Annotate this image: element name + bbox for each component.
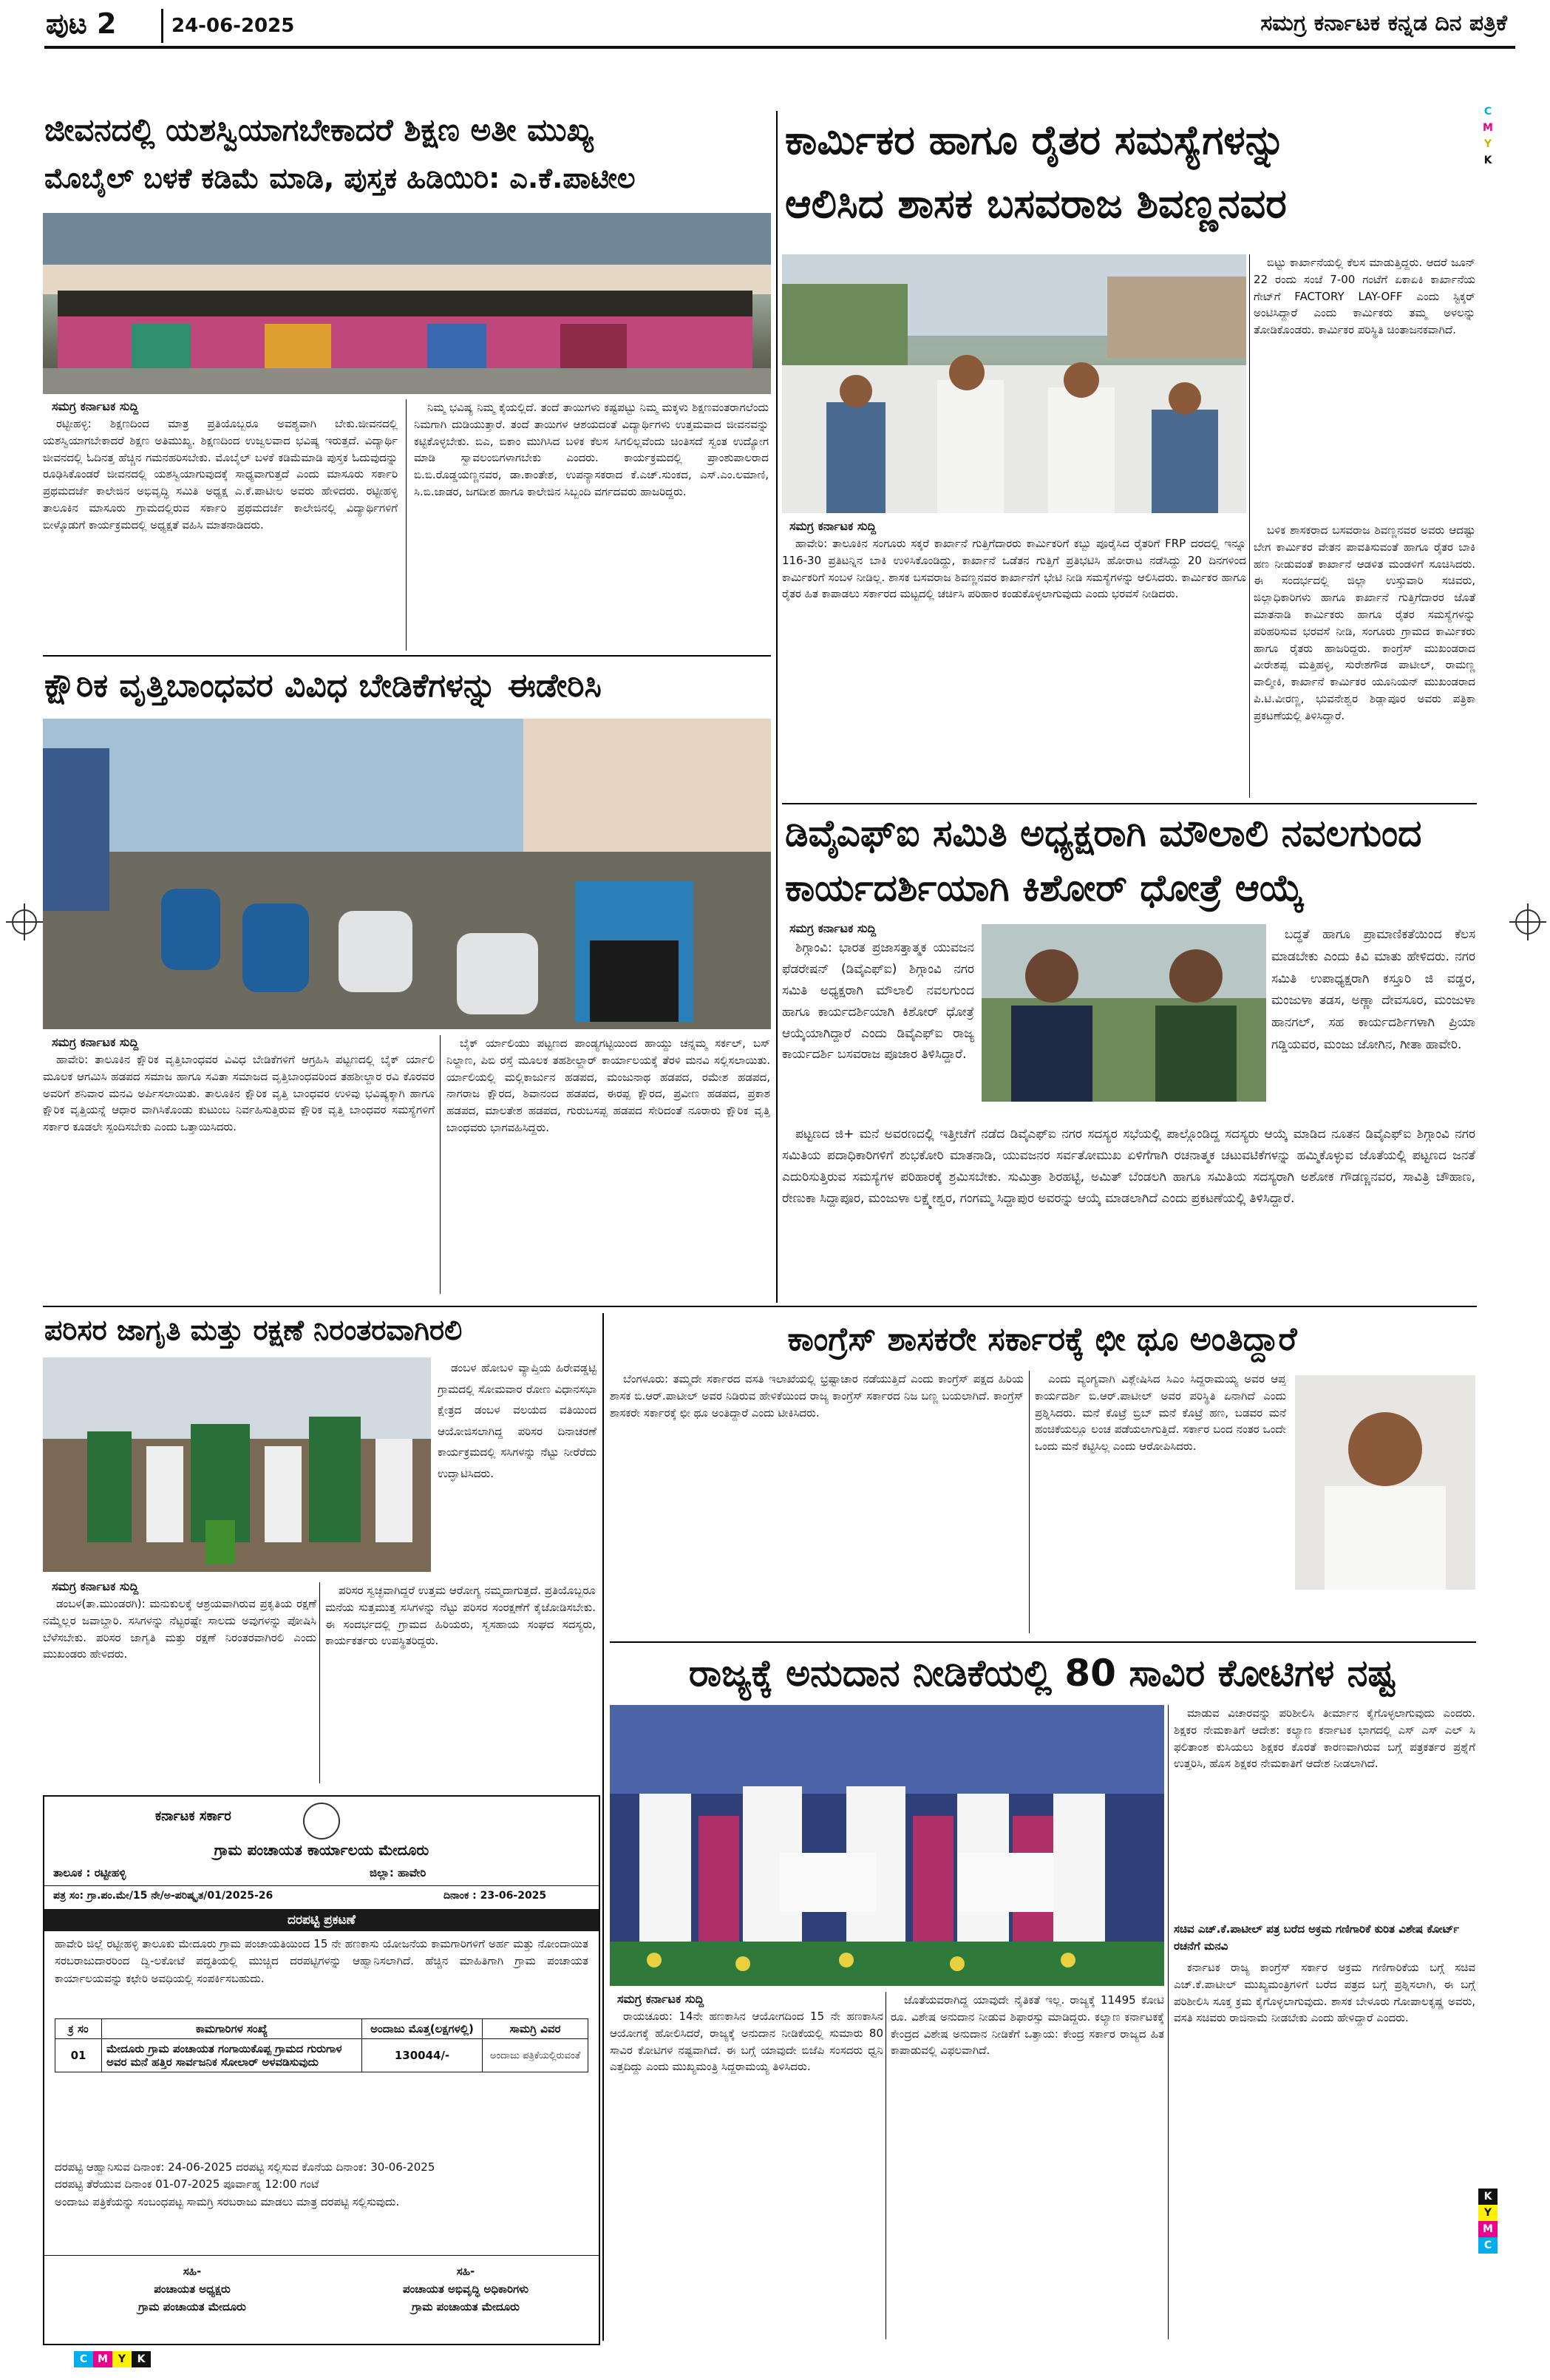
story1-photo: [43, 213, 771, 394]
story3-column-rule: [440, 1035, 441, 1294]
story1-headline-1: ಜೀವನದಲ್ಲಿ ಯಶಸ್ವಿಯಾಗಬೇಕಾದರೆ ಶಿಕ್ಷಣ ಅತೀ ಮುಖ್ಯ: [44, 112, 594, 148]
cmyk-c3: C: [74, 2351, 93, 2367]
story4-full-column: ಪಟ್ಟಣದ ಜಿ+ ಮನೆ ಅವರಣದಲ್ಲಿ ಇತ್ತೀಚೆಗೆ ನಡೆದ ಡಿವೈಎಫ್‌ಐ ನಗರ ಸದಸ್ಯರ ಸಭೆಯಲ್ಲಿ ಪಾಲ್ಗೊಂಡಿದ್ದ ಸದಸ್ಯರು ಆಯ್ಕೆ ಮಾಡಿದ ನೂತನ ಡಿವೈಎಫ್‌ಐ ಶಿಗ್ಗಾಂವಿ ನಗರ ಸಮಿತಿಯ ಪದಾಧಿಕಾರಿಗಳಿಗೆ ಶುಭಕೋರಿ ಮಾತನಾಡಿ, ಯುವಜನರ ಸರ್ವತೋಮುಖ ಏಳಿಗೆಗಾಗಿ ರಚನಾತ್ಮಕ ಚಟುವಟಿಕೆಗಳನ್ನು ಹಮ್ಮಿಕೊಳ್ಳುವ ಜೊತೆಯಲ್ಲಿ ಪಟ್ಟಣದ ಜನತೆ ಎದುರಿಸುತ್ತಿರುವ ಸಮಸ್ಯೆಗಳ ಪರಿಹಾರಕ್ಕೆ ಶ್ರಮಿಸಬೇಕು. ಸುಮಿತ್ರಾ ಶಿರಹಟ್ಟಿ, ಅಮಿತ್ ಬೆಂಡಲಗಿ ಹಾಗೂ ಸಮಿತಿಯ ಸದಸ್ಯರಾಗಿ ಅಶೋಕ ಗೌಡಣ್ಣನವರ, ಸಾವಿತ್ರಿ ಚೌಹಾಣ, ರೇಣುಕಾ ಸಿದ್ದಾಪೂರ, ಮಂಜುಳಾ ಲಕ್ಷ್ಮೇಶ್ವರ, ಗಂಗಮ್ಮ ಸಿದ್ದಾಪುರ ಅವರನ್ನು ಆಯ್ಕೆ ಮಾಡಲಾಗಿದೆ ಎಂದು ಪ್ರಕಟಣೆಯಲ್ಲಿ ತಿಳಿಸಿದ್ದಾರೆ.: [782, 1127, 1475, 1206]
story3-column-1: ಹಾವೇರಿ: ತಾಲೂಕಿನ ಕ್ಷೌರಿಕ ವೃತ್ತಿಬಾಂಧವರ ವಿವಿಧ ಬೇಡಿಕೆಗಳಿಗೆ ಆಗ್ರಹಿಸಿ ಪಟ್ಟಣದಲ್ಲಿ ಬೈಕ್ ರ್ಯಾಲಿ ಮೂಲಕ ಆಗಮಿಸಿ ಹಡಪದ ಸಮಾಜ ಹಾಗೂ ಸವಿತಾ ಸಮಾಜದ ವೃತ್ತಿಬಾಂಧವರಿಂದ ತಹಶೀಲ್ದಾರ ರವಿ ಕೊರವರ ಅವರಿಗೆ ಶನಿವಾರ ಮನವಿ ಅರ್ಪಿಸಲಾಯಿತು. ತಾಲೂಕಿನ ಕ್ಷೌರಿಕ ವೃತ್ತಿ ಬಾಂಧವರ ಉಳಿವು ಭವಿಷ್ಯಕ್ಕಾಗಿ ಹಾಗೂ ಕ್ಷೌರಿಕ ವೃತ್ತಿಯನ್ನೆ ಆಧಾರ ವಾಗಿಸಿಕೊಂಡು ಕುಟುಂಬ ನಿರ್ವಹಿಸುತ್ತಿರುವ ಕ್ಷೌರಿಕ ವೃತ್ತಿ ಬಾಂಧವರ ಸಮಸ್ಯೆಗಳಿಗೆ ಸರ್ಕಾರ ಕೂಡಲೇ ಸ್ಪಂದಿಸಬೇಕು ಎಂದು ಒತ್ತಾಯಿಸಿದರು.: [43, 1053, 435, 1134]
story6-bottom-rule: [610, 1641, 1476, 1643]
tender-notice: [43, 1795, 600, 2345]
cmyk-marker-right: [1478, 2189, 1498, 2254]
story2-side-column: ಬಿಟ್ಟು ಕಾರ್ಖಾನೆಯಲ್ಲಿ ಕೆಲಸ ಮಾಡುತ್ತಿದ್ದರು. ಆದರೆ ಜೂನ್ 22 ರಂದು ಸಂಜೆ 7-00 ಗಂಟೆಗೆ ಏಕಾಏಕಿ ಕಾರ್ಖಾನೆಯ ಗೇಟ್‌ಗೆ FACTORY LAY-OFF ಎಂದು ಸ್ಟಿಕ್ಕರ್ ಅಂಟಿಸಿದ್ದಾರೆ ಎಂದು ಕಾರ್ಮಿಕರು ತಮ್ಮ ಅಳಲನ್ನು ತೋಡಿಕೊಂಡರು. ಕಾರ್ಮಿಕರ ಪರಿಸ್ಥಿತಿ ಚಿಂತಾಜನಕವಾಗಿದೆ.: [1254, 256, 1475, 337]
story1-column-1: ರಟ್ಟೀಹಳ್ಳಿ: ಶಿಕ್ಷಣದಿಂದ ಮಾತ್ರ ಪ್ರತಿಯೊಬ್ಬರೂ ಅವಶ್ಯವಾಗಿ ಬೇಕು.ಜೀವನದಲ್ಲಿ ಯಶಸ್ವಿಯಾಗಬೇಕಾದರೆ ಶಿಕ್ಷಣ ಅತಿಮುಖ್ಯ. ಶಿಕ್ಷಣದಿಂದ ಉಜ್ವಲವಾದ ಭವಿಷ್ಯ ಇರುತ್ತದೆ. ವಿದ್ಯಾರ್ಥಿ ಜೀವನದಲ್ಲಿ ಓದಿನತ್ತ ಹೆಚ್ಚಿನ ಗಮನಹರಿಸಬೇಕು. ಮೊಬೈಲ್ ಬಳಕೆ ಕಡಿಮೆಮಾಡಿ ಪುಸ್ತಕ ಓದುವುದನ್ನು ರೂಢಿಸಿಕೊಂಡರೆ ಜೀವನದಲ್ಲಿ ಯಶಸ್ವಿಯಾಗುವುದಕ್ಕೆ ಸಾಧ್ಯವಾಗುತ್ತದೆ ಎಂದು ಮಾಸೂರು ಸರ್ಕಾರಿ ಪ್ರಥಮದರ್ಜೆ ಕಾಲೇಜಿನ ಅಭಿವೃದ್ಧಿ ಸಮಿತಿ ಅಧ್ಯಕ್ಷ ಎ.ಕೆ.ಪಾಟೀಲ ಅವರು ಹೇಳಿದರು. ರಟ್ಟೀಹಳ್ಳಿ ತಾಲೂಕಿನ ಮಾಸೂರು ಗ್ರಾಮದಲ್ಲಿರುವ ಸರ್ಕಾರಿ ಪ್ರಥಮದರ್ಜೆ ಕಾಲೇಜಿನಲ್ಲಿ ವಿದ್ಯಾರ್ಥಿಗಳಿಗೆ ಬೀಳ್ಕೊಡುಗೆ ಕಾರ್ಯಕ್ರಮದಲ್ಲಿ ಅಧ್ಯಕ್ಷತೆ ವಹಿಸಿ ಮಾತನಾಡಿದರು.: [43, 417, 398, 532]
story1-column-2: ನಿಮ್ಮ ಭವಿಷ್ಯ ನಿಮ್ಮ ಕೈಯಲ್ಲಿದೆ. ತಂದೆ ತಾಯಿಗಳು ಕಷ್ಟಪಟ್ಟು ನಿಮ್ಮ ಮಕ್ಕಳು ಶಿಕ್ಷಣವಂತರಾಗಲೆಂದು ನಿಮಗಾಗಿ ದುಡಿಯುತ್ತಾರೆ. ತಂದೆ ತಾಯಿಗಳ ಆಶಯದಂತೆ ವಿದ್ಯಾರ್ಥಿಗಳು ಉತ್ತಮವಾದ ಜೀವನವನ್ನು ಕಟ್ಟಿಕೊಳ್ಳಬೇಕು. ಬಿಎ, ಬಿಕಾಂ ಮುಗಿಸಿದ ಬಳಿಕ ಕೆಲಸ ಸಿಗಲಿಲ್ಲವೆಂದು ಚಿಂತಿಸದೆ ಸ್ವಂತ ಉದ್ಯೋಗ ಮಾಡಿ ಸ್ವಾವಲಂಬಿಗಳಾಗಬೇಕು ಎಂದರು. ಕಾರ್ಯಕ್ರಮದಲ್ಲಿ ಪ್ರಾಂಶುಪಾಲರಾದ ಬಿ.ಬಿ.ರೊಡ್ಡಯಣ್ಣನವರ, ಡಾ.ಕಾಂತೇಶ, ಉಪನ್ಯಾಸಕರಾದ ಕೆ.ಎಚ್.ಸುಂಕದ, ಎಸ್.ಎಂ.ಲಮಾಣಿ, ಸಿ.ಬಿ.ಜಾಡರ, ಜಗದೀಶ ಹಾಗೂ ಕಾಲೇಜಿನ ಸಿಬ್ಬಂದಿ ವರ್ಗದವರು ಹಾಜರಿದ್ದರು.: [414, 401, 769, 498]
notice-reference: ಪತ್ರ ಸಂ: ಗ್ರಾ.ಪಂ.ಮೇ/15 ನೇ/ಅ-ಪರಿಷ್ಕೃತ/01/2025-26: [53, 1890, 273, 1902]
notice-district: ಜಿಲ್ಲಾ: ಹಾವೇರಿ: [370, 1866, 426, 1879]
story7-side-column: ಮಾಡುವ ವಿಚಾರವನ್ನು ಪರಿಶೀಲಿಸಿ ತೀರ್ಮಾನ ಕೈಗೊಳ್ಳಲಾಗುವುದು ಎಂದರು. ಶಿಕ್ಷಕರ ನೇಮಕಾತಿಗೆ ಆದೇಶ: ಕಲ್ಯಾಣ ಕರ್ನಾಟಕ ಭಾಗದಲ್ಲಿ ಎಸ್ ಎಸ್ ಎಲ್ ಸಿ ಫಲಿತಾಂಶ ಕುಸಿಯಲು ಶಿಕ್ಷಕರ ಕೊರತೆ ಕಾರಣವಾಗಿರುವ ಬಗ್ಗೆ ಪತ್ರಕರ್ತರ ಪ್ರಶ್ನೆಗೆ ಉತ್ತರಿಸಿ, ಹೊಸ ಶಿಕ್ಷಕರ ನೇಮಕಾತಿಗೆ ಆದೇಶ ನೀಡಲಾಗಿದೆ.: [1174, 1706, 1475, 1771]
registration-mark-right: [1515, 909, 1540, 935]
cmyk-m3: M: [93, 2351, 112, 2367]
story4-photo-president: [982, 924, 1266, 1102]
story6-column-2: ಎಂದು ವ್ಯಂಗ್ಯವಾಗಿ ವಿಶ್ಲೇಷಿಸಿದ ಸಿಎಂ ಸಿದ್ದರಾಮಯ್ಯ ಅವರ ಆಪ್ತ ಕಾರ್ಯದರ್ಶಿ ಬಿ.ಆರ್.ಪಾಟೀಲ್ ಅವರ ಪರಿಸ್ಥಿತಿ ಏನಾಗಿದೆ ಎಂದು ಪ್ರಶ್ನಿಸಿದರು. ಮನೆ ಕೊಟ್ರೆ ಬ್ರಿಬ್ ಮನೆ ಕೊಟ್ರೆ ಹಣ, ಬಡವರ ಮನೆ ಹಂಚಿಕೆಯಲ್ಲೂ ಲಂಚ ಪಡೆಯಲಾಗುತ್ತಿದೆ. ಸರ್ಕಾರ ಬಂದ ನಂತರ ಒಂದೇ ಒಂದು ಮನೆ ಕಟ್ಟಿಸಿಲ್ಲ ಎಂದು ಆರೋಪಿಸಿದರು.: [1035, 1372, 1286, 1454]
cmyk-y2: Y: [1478, 2205, 1498, 2221]
mid-page-rule: [43, 1306, 1477, 1307]
cmyk-y: Y: [1483, 138, 1492, 150]
notice-row-no: 01: [55, 2039, 102, 2072]
story5-column-2: ಪರಿಸರ ಸ್ವಚ್ಛವಾಗಿದ್ದರೆ ಉತ್ತಮ ಆರೋಗ್ಯ ನಮ್ಮದಾಗುತ್ತದೆ. ಪ್ರತಿಯೊಬ್ಬರೂ ಮನೆಯ ಸುತ್ತಮುತ್ತ ಸಸಿಗಳನ್ನು ನೆಟ್ಟು ಪರಿಸರ ಸಂರಕ್ಷಣೆಗೆ ಕೈಜೋಡಿಸಬೇಕು. ಈ ಸಂದರ್ಭದಲ್ಲಿ ಗ್ರಾಮದ ಹಿರಿಯರು, ಸ್ವಸಹಾಯ ಸಂಘದ ಸದಸ್ಯರು, ಕಾರ್ಯಕರ್ತರು ಉಪಸ್ಥಿತರಿದ್ದರು.: [325, 1584, 596, 1648]
cmyk-y3: Y: [112, 2351, 132, 2367]
story5-column-1: ಡಂಬಳ(ತಾ.ಮುಂಡರಗಿ): ಮನುಕುಲಕ್ಕೆ ಆಶ್ರಯವಾಗಿರುವ ಪ್ರಕೃತಿಯ ರಕ್ಷಣೆ ನಮ್ಮೆಲ್ಲರ ಜವಾಬ್ದಾರಿ. ಸಸಿಗಳನ್ನು ನೆಟ್ಟರಷ್ಟೇ ಸಾಲದು ಅವುಗಳನ್ನು ಪೋಷಿಸಿ ಬೆಳೆಸಬೇಕು. ಪರಿಸರ ಜಾಗೃತಿ ಮತ್ತು ರಕ್ಷಣೆ ನಿರಂತರವಾಗಿರಲಿ ಎಂದು ಮುಖಂಡರು ಹೇಳಿದರು.: [43, 1597, 316, 1661]
notice-th-material: ಸಾಮಗ್ರಿ ವಿವರ: [483, 2019, 588, 2039]
registration-mark-left: [12, 909, 37, 935]
story5-side-column: ಡಂಬಳ ಹೋಬಳಿ ವ್ಯಾಪ್ತಿಯ ಹಿರೇವಡ್ಡಟ್ಟಿ ಗ್ರಾಮದಲ್ಲಿ ಸೋಮವಾರ ರೋಣ ವಿಧಾನಸಭಾ ಕ್ಷೇತ್ರದ ಡಂಬಳ ವಲಯದ ವತಿಯಿಂದ ಆಯೋಜಿಸಲಾಗಿದ್ದ ಪರಿಸರ ದಿನಾಚರಣೆ ಕಾರ್ಯಕ್ರಮದಲ್ಲಿ ಸಸಿಗಳನ್ನು ನೆಟ್ಟು ನೀರೆರೆದು ಉದ್ಘಾಟಿಸಿದರು.: [438, 1361, 596, 1480]
cmyk-k3: K: [132, 2351, 151, 2367]
story1-bottom-rule: [43, 655, 771, 657]
notice-table: [55, 2018, 588, 2072]
story2-headline-1: ಕಾರ್ಮಿಕರ ಹಾಗೂ ರೈತರ ಸಮಸ್ಯೆಗಳನ್ನು: [785, 117, 1286, 163]
story7-photo: [610, 1705, 1164, 1986]
story6-column-rule: [1029, 1371, 1030, 1633]
story5-photo: [43, 1357, 431, 1572]
masthead-title: ಸಮಗ್ರ ಕರ್ನಾಟಕ ಕನ್ನಡ ದಿನ ಪತ್ರಿಕೆ: [1260, 10, 1507, 36]
story1-headline-2: ಮೊಬೈಲ್ ಬಳಕೆ ಕಡಿಮೆ ಮಾಡಿ, ಪುಸ್ತಕ ಹಿಡಿಯಿರಿ: ಎ.ಕೆ.ಪಾಟೀಲ: [44, 162, 636, 194]
notice-title: ದರಪಟ್ಟಿ ಪ್ರಕಟಣೆ: [44, 1909, 599, 1931]
story2-column-rule: [1249, 254, 1250, 798]
notice-row: [55, 2039, 588, 2072]
notice-th-amount: ಅಂದಾಜು ಮೊತ್ತ(ಲಕ್ಷಗಳಲ್ಲಿ): [362, 2019, 483, 2039]
story7-column-rule-2: [1168, 1705, 1169, 2339]
cmyk-k: K: [1483, 155, 1492, 166]
notice-signature-pdo: ಸಹಿ- ಪಂಚಾಯತ ಅಭಿವೃದ್ಧಿ ಅಧಿಕಾರಿಗಳು ಗ್ರಾಮ ಪಂಚಾಯತ ಮೇದೂರು: [402, 2265, 529, 2313]
notice-signature-president: ಸಹಿ- ಪಂಚಾಯತ ಅಧ್ಯಕ್ಷರು ಗ್ರಾಮ ಪಂಚಾಯತ ಮೇದೂರು: [138, 2265, 246, 2313]
story1-credit: ಸಮಗ್ರ ಕರ್ನಾಟಕ ಸುದ್ದಿ: [52, 399, 139, 413]
story7-column-2: ಜೊತೆಯವರಾಗಿದ್ದ ಯಾವುದೇ ನೈತಿಕತೆ ಇಲ್ಲ. ರಾಜ್ಯಕ್ಕೆ 11495 ಕೋಟಿ ರೂ. ವಿಶೇಷ ಅನುದಾನ ನೀಡುವ ಶಿಫಾರಸ್ಸು ಮಾಡಿದ್ದರು. ಕಲ್ಯಾಣ ಕರ್ನಾಟಕಕ್ಕೆ ಕೇಂದ್ರದ ವಿಶೇಷ ಅನುದಾನ ನೀಡಿಕೆಗೆ ಒತ್ತಾಯ: ಕೇಂದ್ರ ಸರ್ಕಾರ ರಾಜ್ಯದ ಹಿತ ಕಾಪಾಡುವಲ್ಲಿ ವಿಫಲವಾಗಿದೆ.: [891, 1993, 1164, 2058]
story3-column-2: ಬೈಕ್ ರ್ಯಾಲಿಯು ಪಟ್ಟಣದ ಪಾಂಡ್ಯಗಟ್ಟಿಯಿಂದ ಹಾಯ್ದು ಚನ್ನಮ್ಮ ಸರ್ಕಲ್, ಬಸ್ ನಿಲ್ದಾಣ, ಪಿಬಿ ರಸ್ತೆ ಮೂಲಕ ತಹಶೀಲ್ದಾರ್ ಕಾರ್ಯಾಲಯಕ್ಕೆ ತೆರಳಿ ಮನವಿ ಸಲ್ಲಿಸಲಾಯಿತು. ರ್ಯಾಲಿಯಲ್ಲಿ ಮಲ್ಲಿಕಾರ್ಜುನ ಹಡಪದ, ಮಂಜುನಾಥ ಹಡಪದ, ರಮೇಶ ಹಡಪದ, ನಾಗರಾಜ ಕ್ಷೌರದ, ಶಿವಾನಂದ ಹಡಪದ, ಈರಪ್ಪ ಕ್ಷೌರದ, ಪ್ರವೀಣ ಹಡಪದ, ಪ್ರಕಾಶ ಹಡಪದ, ಮಾಲತೇಶ ಹಡಪದ, ಗುರುಬಸಪ್ಪ ಹಡಪದ ಸೇರಿದಂತೆ ನೂರಾರು ಕ್ಷೌರಿಕ ವೃತ್ತಿ ಬಾಂಧವರು ಭಾಗವಹಿಸಿದ್ದರು.: [446, 1037, 770, 1134]
notice-row-amount: 130044/-: [362, 2039, 483, 2072]
story3-credit: ಸಮಗ್ರ ಕರ್ನಾಟಕ ಸುದ್ದಿ: [52, 1035, 139, 1049]
story6-mugshot: [1295, 1375, 1475, 1590]
notice-dates-3: ಅಂದಾಜು ಪತ್ರಿಕೆಯನ್ನು ಸಂಬಂಧಪಟ್ಟ ಸಾಮಗ್ರಿ ಸರಬರಾಜು ಮಾಡಲು ಮಾತ್ರ ದರಪಟ್ಟಿ ಸಲ್ಲಿಸುವುದು.: [55, 2194, 400, 2208]
notice-taluk: ತಾಲೂಕ : ರಟ್ಟೀಹಳ್ಳಿ: [53, 1866, 126, 1879]
cmyk-marker-top: [1478, 104, 1498, 169]
story4-headline-1: ಡಿವೈಎಫ್‌ಐ ಸಮಿತಿ ಅಧ್ಯಕ್ಷರಾಗಿ ಮೌಲಾಲಿ ನವಲಗುಂದ: [785, 812, 1422, 855]
cmyk-c2: C: [1478, 2237, 1498, 2254]
notice-body: ಹಾವೇರಿ ಜಿಲ್ಲೆ ರಟ್ಟೀಹಳ್ಳಿ ತಾಲೂಕು ಮೇದೂರು ಗ್ರಾಮ ಪಂಚಾಯತಿಯಿಂದ 15 ನೇ ಹಣಕಾಸು ಯೋಜನೆಯ ಕಾಮಗಾರಿಗಳಿಗೆ ಅರ್ಹ ಮತ್ತು ನೋಂದಾಯಿತ ಸರಬರಾಜುದಾರರಿಂದ ದ್ವಿ-ಲಕೋಟೆ ಪದ್ಧತಿಯಲ್ಲಿ ಮುಚ್ಚಿದ ದರಪಟ್ಟಿಗಳನ್ನು ಆಹ್ವಾನಿಸಲಾಗಿದೆ. ಹೆಚ್ಚಿನ ಮಾಹಿತಿಗಾಗಿ ಗ್ರಾಮ ಪಂಚಾಯತ ಕಾರ್ಯಾಲಯವನ್ನು ಕಛೇರಿ ಅವಧಿಯಲ್ಲಿ ಸಂಪರ್ಕಿಸಬಹುದು.: [55, 1937, 588, 1985]
story2-lower: ಬಳಿಕ ಶಾಸಕರಾದ ಬಸವರಾಜ ಶಿವಣ್ಣನವರ ಅವರು ಆದಷ್ಟು ಬೇಗ ಕಾರ್ಮಿಕರ ವೇತನ ಪಾವತಿಸುವಂತೆ ಹಾಗೂ ರೈತರ ಬಾಕಿ ಹಣ ನೀಡುವಂತೆ ಕಾರ್ಖಾನೆ ಆಡಳಿತ ಮಂಡಳಿಗೆ ಸೂಚಿಸಿದರು. ಈ ಸಂದರ್ಭದಲ್ಲಿ ಜಿಲ್ಲಾ ಉಸ್ತುವಾರಿ ಸಚಿವರು, ಜಿಲ್ಲಾಧಿಕಾರಿಗಳು ಹಾಗೂ ಕಾರ್ಖಾನೆ ಗುತ್ತಿಗೆದಾರರ ಜೊತೆ ಮಾತನಾಡಿ ಕಾರ್ಮಿಕರು ಹಾಗೂ ರೈತರ ಸಮಸ್ಯೆಗಳನ್ನು ಪರಿಹರಿಸುವ ಭರವಸೆ ನೀಡಿ, ಸಂಗೂರು ಗ್ರಾಮದ ಕಾರ್ಮಿಕರು ಹಾಗೂ ರೈತರು ಹಾಜರಿದ್ದರು. ಕಾಂಗ್ರೆಸ್ ಮುಖಂಡರಾದ ವೀರೇಶಪ್ಪ ಮತ್ತಿಹಳ್ಳಿ, ಸುರೇಶಗೌಡ ಪಾಟೀಲ್, ರಾಮಣ್ಣ ವಾಲ್ಮೀಕಿ, ಕಾರ್ಖಾನೆ ಕಾರ್ಮಿಕರ ಯೂನಿಯನ್ ಮುಖಂಡರಾದ ಪಿ.ಟಿ.ವೀರಣ್ಣ, ಭುವನೇಶ್ವರ ಶಿಡ್ಲಾಪೂರ ಅವರು ಪತ್ರಿಕಾ ಪ್ರಕಟಣೆಯಲ್ಲಿ ತಿಳಿಸಿದ್ದಾರೆ.: [1254, 523, 1475, 722]
cmyk-k2: K: [1478, 2189, 1498, 2205]
story2-body: ಹಾವೇರಿ: ತಾಲೂಕಿನ ಸಂಗೂರು ಸಕ್ಕರೆ ಕಾರ್ಖಾನೆ ಗುತ್ತಿಗೆದಾರರು ಕಾರ್ಮಿಕರಿಗೆ ಕಬ್ಬು ಪೂರೈಸಿದ ರೈತರಿಗೆ FRP ದರದಲ್ಲಿ ಇನ್ನೂ 116-30 ಪ್ರತಿಟನ್ನಿನ ಬಾಕಿ ಉಳಿಸಿಕೊಂಡಿದ್ದು, ಕಾರ್ಖಾನೆ ಒಡೆತನ ಗುತ್ತಿಗೆ ಪ್ರತಿಭಟಿಸಿ ಹೋರಾಟ ನಡೆಸಿದ್ದು 20 ದಿನಗಳಿಂದ ಕಾರ್ಮಿಕರಿಗೆ ಸಂಬಳ ನೀಡಿಲ್ಲ. ಶಾಸಕ ಬಸವರಾಜ ಶಿವಣ್ಣನವರ ಕಾರ್ಖಾನೆಗೆ ಭೇಟಿ ನೀಡಿ ಸಮಸ್ಯೆಗಳನ್ನು ಆಲಿಸಿದರು. ಕಾರ್ಮಿಕರ ಹಾಗೂ ರೈತರ ಹಿತ ಕಾಪಾಡಲು ಸರ್ಕಾರದ ಮಟ್ಟದಲ್ಲಿ ಚರ್ಚಿಸಿ ಪರಿಹಾರ ಕಂಡುಕೊಳ್ಳಲಾಗುವುದು ಎಂದು ಭರವಸೆ ನೀಡಿದರು.: [782, 537, 1246, 601]
notice-row-work: ಮೇದೂರು ಗ್ರಾಮ ಪಂಚಾಯತ ಗಂಗಾಯಿಕೊಪ್ಪ ಗ್ರಾಮದ ಗುರುಗಾಳ ಅವರ ಮನೆ ಹತ್ತಿರ ಸಾರ್ವಜನಿಕ ಸೋಲಾರ್ ಅಳವಡಿಸುವುದು: [102, 2039, 362, 2072]
story4-headline-2: ಕಾರ್ಯದರ್ಶಿಯಾಗಿ ಕಿಶೋರ್ ಧೋತ್ರೆ ಆಯ್ಕೆ: [785, 867, 1305, 909]
emblem-icon: [303, 1803, 340, 1840]
notice-th-work: ಕಾಮಗಾರಿಗಳ ಸಂಖ್ಯೆ: [102, 2019, 362, 2039]
notice-govt: ಕರ್ನಾಟಕ ಸರ್ಕಾರ: [155, 1808, 231, 1824]
story2-credit: ಸಮಗ್ರ ಕರ್ನಾಟಕ ಸುದ್ದಿ: [789, 519, 877, 533]
header-divider: [161, 9, 163, 43]
story4-right-column: ಬದ್ಧತೆ ಹಾಗೂ ಪ್ರಾಮಾಣಿಕತೆಯಿಂದ ಕೆಲಸ ಮಾಡಬೇಕು ಎಂದು ಕಿವಿ ಮಾತು ಹೇಳಿದರು. ನಗರ ಸಮಿತಿ ಉಪಾಧ್ಯಕ್ಷರಾಗಿ ಕಸ್ತೂರಿ ಜಿ ವಡ್ಡರ, ಮಂಜುಳಾ ತಡಸ, ಅಣ್ಣಾ ದೇವಸೂರ, ಮಂಜುಳಾ ಹಾನಗಲ್, ಸಹ ಕಾರ್ಯದರ್ಶಿಗಳಾಗಿ ಪ್ರಿಯಾ ಗಡ್ಡಿಯವರ, ಮಂಜು ಜೋಗಿನ, ಗೀತಾ ಹಾವೇರಿ.: [1271, 927, 1475, 1052]
story7-column-1: ರಾಯಚೂರು: 14ನೇ ಹಣಕಾಸಿನ ಆಯೋಗದಿಂದ 15 ನೇ ಹಣಕಾಸಿನ ಆಯೋಗಕ್ಕೆ ಹೋಲಿಸಿದರೆ, ರಾಜ್ಯಕ್ಕೆ ಅನುದಾನ ನೀಡಿಕೆಯಲ್ಲಿ ಸುಮಾರು 80 ಸಾವಿರ ಕೋಟಿಗಳ ನಷ್ಟವಾಗಿದೆ. ಈ ಬಗ್ಗೆ ಯಾವುದೇ ಬಿಜೆಪಿ ಸಂಸದರು ಧ್ವನಿ ಎತ್ತದಿದ್ದು ಎಂದು ಮುಖ್ಯಮಂತ್ರಿ ಸಿದ್ದರಾಮಯ್ಯ ತಿಳಿಸಿದರು.: [610, 2010, 883, 2074]
story7-credit: ಸಮಗ್ರ ಕರ್ನಾಟಕ ಸುದ್ದಿ: [617, 1992, 704, 2006]
story7-column-3: ಕರ್ನಾಟಕ ರಾಜ್ಯ ಕಾಂಗ್ರೆಸ್ ಸರ್ಕಾರ ಅಕ್ರಮ ಗಣಿಗಾರಿಕೆಯ ಬಗ್ಗೆ ಸಚಿವ ಎಚ್.ಕೆ.ಪಾಟೀಲ್ ಮುಖ್ಯಮಂತ್ರಿಗಳಿಗೆ ಬರೆದ ಪತ್ರದ ಬಗ್ಗೆ ಪ್ರಶ್ನಿಸಲಾಗಿ, ಈ ಬಗ್ಗೆ ಪರಿಶೀಲಿಸಿ ಸೂಕ್ತ ಕ್ರಮ ಕೈಗೊಳ್ಳಲಾಗುವುದು. ಶಾಸಕ ಬೇಳೂರು ಗೋಪಾಲಕೃಷ್ಣ ಅವರು, ವಸತಿ ಸಚಿವರು ರಾಜಿನಾಮೆ ನೀಡಬೇಕು ಎಂದು ಹೇಳಿದ್ದಾರೆ ಎಂದರು.: [1174, 1961, 1475, 2025]
story5-column-rule: [319, 1582, 320, 1783]
notice-dates-1: ದರಪಟ್ಟಿ ಆಹ್ವಾನಿಸುವ ದಿನಾಂಕ: 24-06-2025 ದರಪಟ್ಟಿ ಸಲ್ಲಿಸುವ ಕೊನೆಯ ದಿನಾಂಕ: 30-06-2025: [55, 2160, 435, 2174]
cmyk-m: M: [1483, 122, 1493, 134]
story4-credit: ಸಮಗ್ರ ಕರ್ನಾಟಕ ಸುದ್ದಿ: [789, 921, 877, 935]
notice-office: ಗ್ರಾಮ ಪಂಚಾಯತ ಕಾರ್ಯಾಲಯ ಮೇದೂರು: [214, 1841, 429, 1859]
lower-column-divider: [602, 1313, 604, 2341]
page-number: ಪುಟ 2: [46, 7, 117, 40]
story4-left-column: ಶಿಗ್ಗಾಂವಿ: ಭಾರತ ಪ್ರಜಾಸತ್ತಾತ್ಮಕ ಯುವಜನ ಫೆಡರೇಷನ್ (ಡಿವೈಎಫ್‌ಐ) ಶಿಗ್ಗಾಂವಿ ನಗರ ಸಮಿತಿ ಅಧ್ಯಕ್ಷರಾಗಿ ಮೌಲಾಲಿ ನವಲಗುಂದ ಹಾಗೂ ಕಾರ್ಯದರ್ಶಿಯಾಗಿ ಕಿಶೋರ್ ಧೋತ್ರೆ ಆಯ್ಕೆಯಾಗಿದ್ದಾರೆ ಎಂದು ಡಿವೈಎಫ್‌ಐ ರಾಜ್ಯ ಕಾರ್ಯದರ್ಶಿ ಬಸವರಾಜ ಪೂಜಾರ ತಿಳಿಸಿದ್ದಾರೆ.: [782, 940, 974, 1062]
story3-photo: [43, 719, 771, 1029]
story2-photo: [782, 254, 1246, 513]
issue-date: 24-06-2025: [171, 15, 295, 37]
story6-headline: ಕಾಂಗ್ರೆಸ್ ಶಾಸಕರೇ ಸರ್ಕಾರಕ್ಕೆ ಛೀ ಥೂ ಅಂತಿದ್ದಾರೆ: [787, 1320, 1297, 1358]
notice-dates-2: ದರಪಟ್ಟಿ ತೆರೆಯುವ ದಿನಾಂಕ 01-07-2025 ಪೂರ್ವಾಹ್ನ 12:00 ಗಂಟೆ: [55, 2177, 319, 2191]
notice-dates: [55, 2159, 588, 2211]
story6-column-1: ಬೆಂಗಳೂರು: ತಮ್ಮದೇ ಸರ್ಕಾರದ ವಸತಿ ಇಲಾಖೆಯಲ್ಲಿ ಭ್ರಷ್ಟಾಚಾರ ನಡೆಯುತ್ತಿದೆ ಎಂದು ಕಾಂಗ್ರೆಸ್ ಪಕ್ಷದ ಹಿರಿಯ ಶಾಸಕ ಬಿ.ಆರ್.ಪಾಟೀಲ್ ಅವರ ನಿಡಿರುವ ಹೇಳಿಕೆಯಿಂದ ರಾಜ್ಯ ಕಾಂಗ್ರೆಸ್ ಸರ್ಕಾರದ ನಿಜ ಬಣ್ಣ ಬಯಲಾಗಿದೆ. ಕಾಂಗ್ರೆಸ್ ಶಾಸಕರೇ ಸರ್ಕಾರಕ್ಕೆ ಛೀ ಥೂ ಅಂತಿದ್ದಾರೆ ಎಂದು ಟೀಕಿಸಿದರು.: [610, 1372, 1024, 1420]
story1-column-rule: [406, 399, 407, 651]
story5-credit: ಸಮಗ್ರ ಕರ್ನಾಟಕ ಸುದ್ದಿ: [52, 1579, 139, 1593]
main-column-divider: [776, 111, 778, 1303]
notice-th-no: ಕ್ರ ಸಂ: [55, 2019, 102, 2039]
cmyk-marker-bottom: [74, 2351, 151, 2367]
notice-row-material: ಅಂದಾಜು ಪತ್ರಿಕೆಯಲ್ಲಿರುವಂತೆ: [483, 2039, 588, 2072]
story2-bottom-rule: [782, 803, 1477, 804]
cmyk-c: C: [1483, 106, 1492, 118]
story3-headline: ಕ್ಷೌರಿಕ ವೃತ್ತಿಬಾಂಧವರ ವಿವಿಧ ಬೇಡಿಕೆಗಳನ್ನು ಈಡೇರಿಸಿ: [44, 667, 602, 705]
story5-headline: ಪರಿಸರ ಜಾಗೃತಿ ಮತ್ತು ರಕ್ಷಣೆ ನಿರಂತರವಾಗಿರಲಿ: [44, 1314, 463, 1346]
notice-date: ದಿನಾಂಕ : 23-06-2025: [443, 1890, 547, 1902]
header-rule: [44, 46, 1515, 49]
story2-headline-2: ಆಲಿಸಿದ ಶಾಸಕ ಬಸವರಾಜ ಶಿವಣ್ಣನವರ: [785, 180, 1287, 227]
cmyk-m2: M: [1478, 2221, 1498, 2237]
story7-subheading: ಸಚಿವ ಎಚ್.ಕೆ.ಪಾಟೀಲ್ ಪತ್ರ ಬರೆದ ಅಕ್ರಮ ಗಣಿಗಾರಿಕೆ ಕುರಿತ ವಿಶೇಷ ಕೋರ್ಟ್ ರಚನೆಗೆ ಮನವಿ: [1174, 1922, 1460, 1953]
story7-headline: ರಾಜ್ಯಕ್ಕೆ ಅನುದಾನ ನೀಡಿಕೆಯಲ್ಲಿ 80 ಸಾವಿರ ಕೋಟಿಗಳ ನಷ್ಟ: [688, 1652, 1396, 1695]
